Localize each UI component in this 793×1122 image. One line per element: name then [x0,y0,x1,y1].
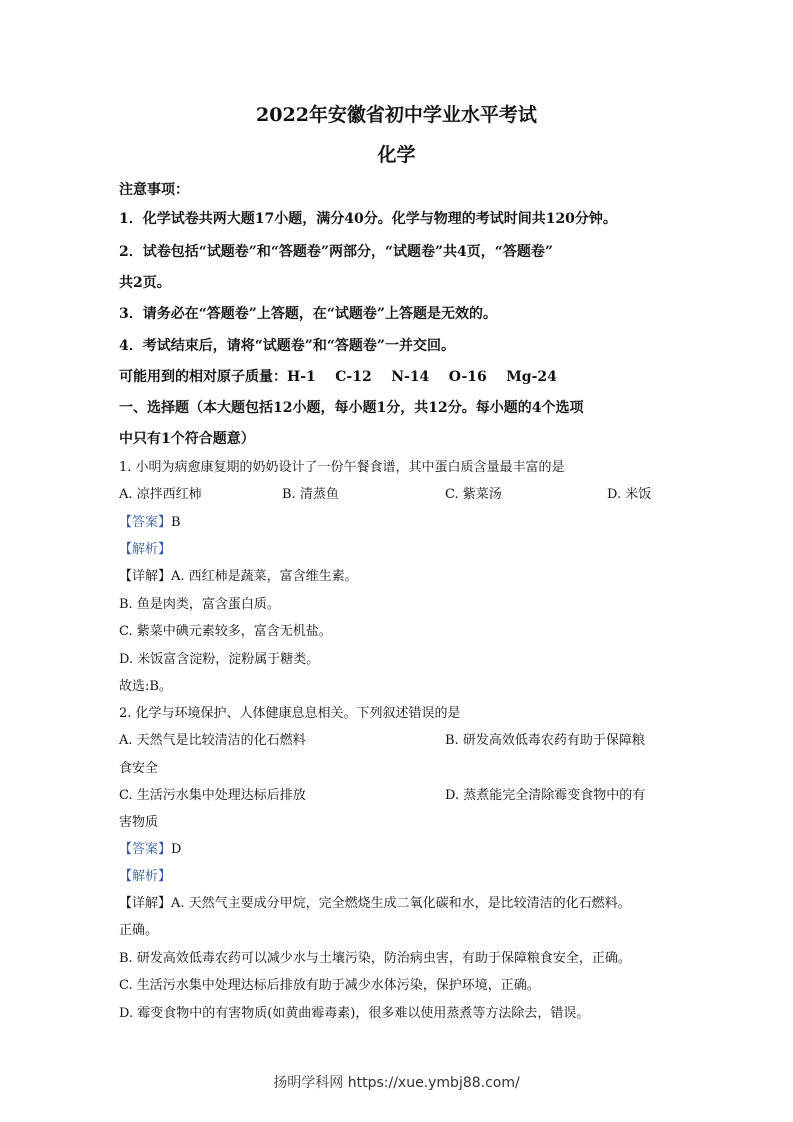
page-title: 2022年安徽省初中学业水平考试 [256,104,537,126]
notice-item: 共2页。 [119,275,171,291]
section-heading-cont: 中只有1个符合题意） [119,431,255,447]
answer-tag: 【答案】 [119,515,172,530]
q2-analysis-tag: 【解析】 [119,869,172,884]
q1-answer [119,514,181,532]
q2-option-c: C. 生活污水集中处理达标后排放 [119,788,306,803]
question-1-stem: 1. 小明为病愈康复期的奶奶设计了一份午餐食谱，其中蛋白质含量最丰富的是 [119,460,565,475]
q1-option-d: D. 米饭 [607,487,652,502]
answer-value: D [171,842,182,857]
q1-analysis-tag: 【解析】 [119,542,172,557]
q2-option-b: B. 研发高效低毒农药有助于保障粮 [445,733,645,748]
q1-option-b: B. 清蒸鱼 [282,487,339,502]
notice-heading: 注意事项： [119,182,189,198]
notice-item: 1．化学试卷共两大题17小题，满分40分。化学与物理的考试时间共120分钟。 [119,211,617,227]
q2-detail: D. 霉变食物中的有害物质(如黄曲霉毒素)，很多难以使用蒸煮等方法除去，错误。 [119,1006,590,1021]
q1-detail: 【详解】A. 西红柿是蔬菜，富含维生素。 [119,569,358,584]
q1-option-a: A. 凉拌西红柿 [119,487,202,502]
question-2-stem: 2. 化学与环境保护、人体健康息息相关。下列叙述错误的是 [119,706,461,721]
q1-detail: B. 鱼是肉类，富含蛋白质。 [119,597,280,612]
notice-item: 3．请务必在“答题卷”上答题，在“试题卷”上答题是无效的。 [119,306,497,322]
q2-detail: 正确。 [119,923,159,938]
subject-title: 化学 [377,144,416,166]
q1-detail: 故选:B。 [119,679,172,694]
answer-tag: 【答案】 [119,842,172,857]
atomic-mass-line: 可能用到的相对原子质量：H-1 C-12 N-14 O-16 Mg-24 [119,369,557,385]
notice-item: 4．考试结束后，请将“试题卷”和“答题卷”一并交回。 [119,338,455,354]
section-heading: 一、选择题（本大题包括12小题，每小题1分，共12分。每小题的4个选项 [119,400,584,416]
q2-detail: B. 研发高效低毒农药可以减少水与土壤污染，防治病虫害，有助于保障粮食安全，正确。 [119,951,631,966]
q1-detail: C. 紫菜中碘元素较多，富含无机盐。 [119,624,332,639]
notice-item: 2．试卷包括“试题卷”和“答题卷”两部分，“试题卷”共4页，“答题卷” [119,244,553,260]
q2-option-a: A. 天然气是比较清洁的化石燃料 [119,733,306,748]
q2-option-d-cont: 害物质 [119,815,159,830]
footer-watermark: 扬明学科网 https://xue.ymbj88.com/ [273,1075,520,1091]
q2-detail: C. 生活污水集中处理达标后排放有助于减少水体污染，保护环境，正确。 [119,978,540,993]
q1-detail: D. 米饭富含淀粉，淀粉属于糖类。 [119,652,320,667]
answer-value: B [171,515,181,530]
q2-detail: 【详解】A. 天然气主要成分甲烷，完全燃烧生成二氧化碳和水，是比较清洁的化石燃料。 [119,896,631,911]
q1-option-c: C. 紫菜汤 [445,487,502,502]
q2-option-b-cont: 食安全 [119,761,159,776]
q2-option-d: D. 蒸煮能完全清除霉变食物中的有 [445,788,646,803]
q2-answer [119,841,181,859]
